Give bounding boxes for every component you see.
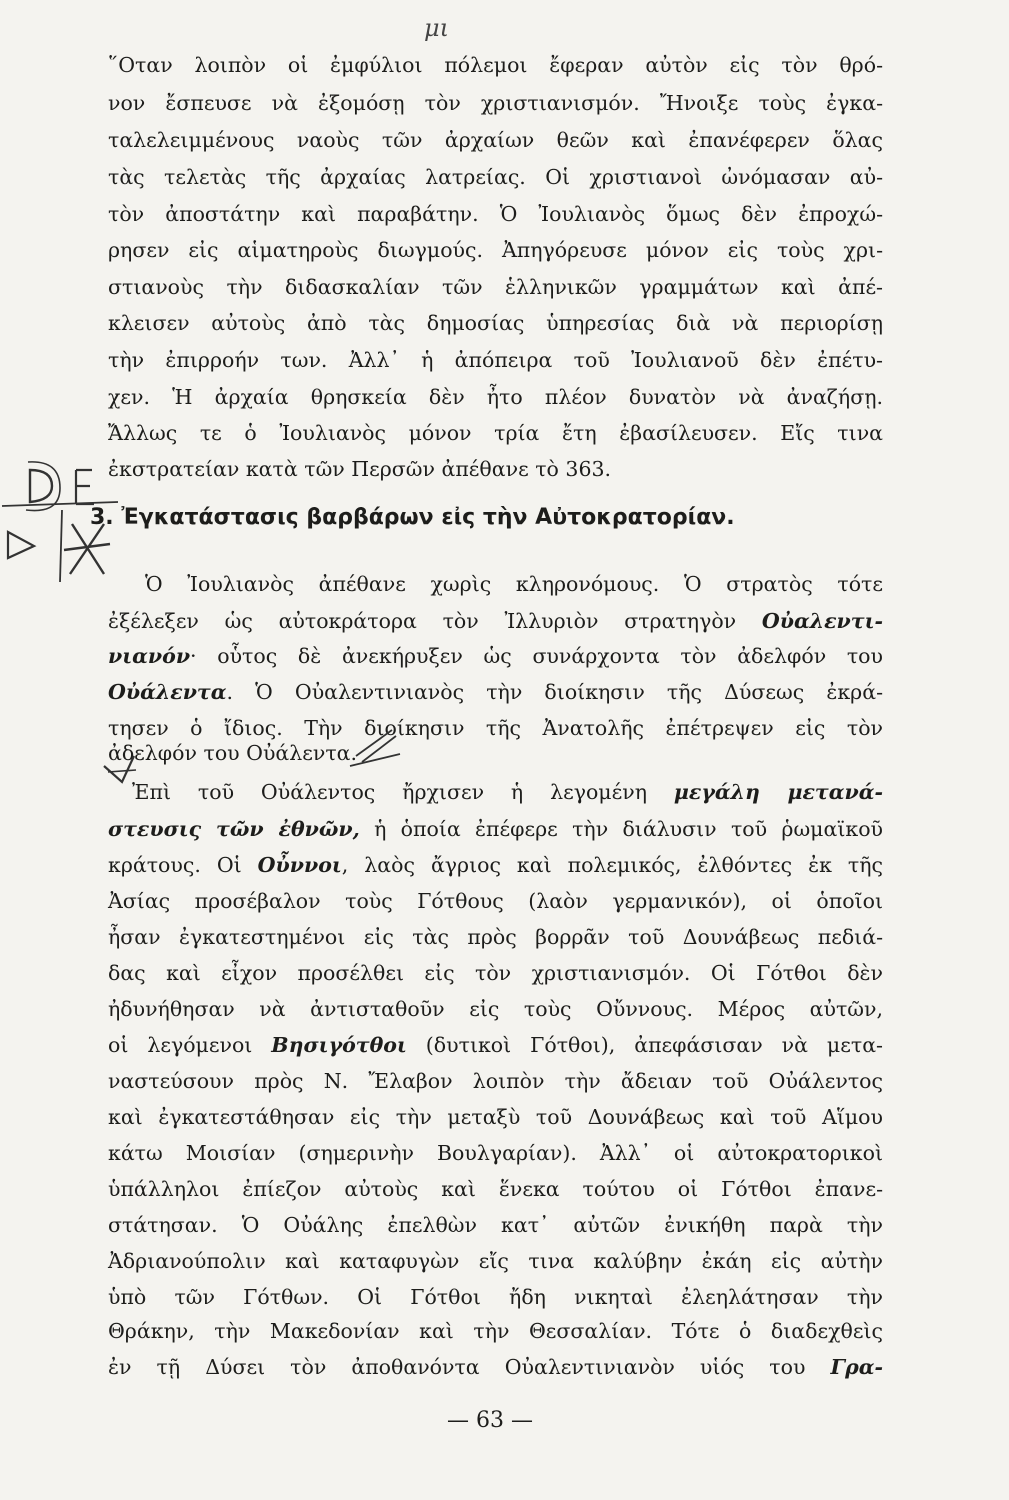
handwritten-top-mark-text: μι [424, 14, 450, 42]
p1-line: ἐκστρατείαν κατὰ τῶν Περσῶν ἀπέθανε τὸ 363. [108, 457, 612, 481]
p3-line: ἠδυνήθησαν νὰ ἀντισταθοῦν εἰς τοὺς Οὔννους. Μέρος αὐτῶν, [108, 997, 883, 1021]
p3-line: στάτησαν. Ὁ Οὐάλης ἐπελθὼν κατ᾽ αὐτῶν ἐνικήθη παρὰ τὴν [108, 1213, 883, 1237]
emphasized-name: Γρα- [830, 1355, 883, 1379]
p1-line: τὴν ἐπιρροήν των. Ἀλλ᾽ ἡ ἀπόπειρα τοῦ Ἰουλιανοῦ δὲν ἐπέτυ- [108, 348, 883, 372]
p3-line: ναστεύσουν πρὸς Ν. Ἔλαβον λοιπὸν τὴν ἄδειαν τοῦ Οὐάλεντος [108, 1069, 883, 1093]
p2-line: ἀδελφόν του Οὐάλεντα. [108, 741, 358, 765]
handwritten-top-mark [420, 6, 480, 46]
p1-line: ῞Οταν λοιπὸν οἱ ἐμφύλιοι πόλεμοι ἔφεραν αὐτὸν εἰς τὸν θρό- [108, 53, 883, 77]
section-heading [90, 503, 890, 533]
p3-line: Θράκην, τὴν Μακεδονίαν καὶ τὴν Θεσσαλίαν. Τότε ὁ διαδεχθεὶς [108, 1319, 883, 1343]
p3-line: καὶ ἐγκατεστάθησαν εἰς τὴν μεταξὺ τοῦ Δουνάβεως καὶ τοῦ Αἵμου [108, 1105, 883, 1129]
emphasized-term: στευσις τῶν ἐθνῶν, [108, 817, 360, 841]
p3-line [108, 1032, 883, 1059]
emphasized-term: μεγάλη μετανά- [673, 780, 883, 804]
p3-text: , λαὸς ἄγριος καὶ πολεμικός, ἐλθόντες ἐκ τῆς [341, 853, 883, 877]
p3-text: οἱ λεγόμενοι [108, 1033, 272, 1057]
section-number: 3. [90, 505, 114, 530]
p3-line [108, 1354, 883, 1381]
p2-line [108, 643, 883, 670]
p1-line: χεν. Ἡ ἀρχαία θρησκεία δὲν ἦτο πλέον δυνατὸν νὰ ἀναζήσῃ. [108, 385, 883, 409]
p3-line [108, 852, 883, 879]
p3-text: ἐν τῇ Δύσει τὸν ἀποθανόντα Οὐαλεντινιανὸν υἱός του [108, 1355, 831, 1379]
p2-text: ἐξέλεξεν ὡς αὐτοκράτορα τὸν Ἰλλυριὸν στρατηγὸν [108, 609, 762, 633]
p1-line: ταλελειμμένους ναοὺς τῶν ἀρχαίων θεῶν καὶ ἐπανέφερεν ὅλας [108, 128, 883, 152]
p3-text: (δυτικοὶ Γότθοι), ἀπεφάσισαν νὰ μετα- [406, 1033, 883, 1057]
p3-text: κράτους. Οἱ [108, 853, 258, 877]
p1-line: στιανοὺς τὴν διδασκαλίαν τῶν ἑλληνικῶν γραμμάτων καὶ ἀπέ- [108, 275, 883, 299]
p3-line: δας καὶ εἶχον προσέλθει εἰς τὸν χριστιανισμόν. Οἱ Γότθοι δὲν [108, 961, 883, 985]
p2-line: Ὁ Ἰουλιανὸς ἀπέθανε χωρὶς κληρονόμους. Ὁ στρατὸς τότε [145, 572, 883, 596]
p2-line [108, 679, 883, 706]
emphasized-term: Οὖννοι [257, 853, 342, 877]
p1-line: Ἄλλως τε ὁ Ἰουλιανὸς μόνον τρία ἔτη ἐβασίλευσεν. Εἴς τινα [108, 421, 883, 445]
emphasized-name: Οὐάλεντα [108, 680, 227, 704]
p3-line: ὑπάλληλοι ἐπίεζον αὐτοὺς καὶ ἕνεκα τούτου οἱ Γότθοι ἐπανε- [108, 1177, 883, 1201]
p2-line: τησεν ὁ ἴδιος. Τὴν διοίκησιν τῆς Ἀνατολῆς ἐπέτρεψεν εἰς τὸν [108, 716, 883, 740]
p1-line: ρησεν εἰς αἱματηροὺς διωγμούς. Ἀπηγόρευσε μόνον εἰς τοὺς χρι- [108, 238, 883, 262]
page-number: — 63 — [447, 1408, 533, 1433]
p1-line: νον ἔσπευσε νὰ ἐξομόσῃ τὸν χριστιανισμόν. Ἤνοιξε τοὺς ἐγκα- [108, 91, 883, 115]
p3-line: Ἀδριανούπολιν καὶ καταφυγὼν εἴς τινα καλύβην ἐκάη εἰς αὐτὴν [108, 1249, 883, 1273]
p3-line: κάτω Μοισίαν (σημερινὴν Βουλγαρίαν). Ἀλλ᾽ οἱ αὐτοκρατορικοὶ [108, 1141, 883, 1165]
p1-line: κλεισεν αὐτοὺς ἀπὸ τὰς δημοσίας ὑπηρεσίας διὰ νὰ περιορίσῃ [108, 311, 883, 335]
emphasized-name: νιανόν [108, 644, 191, 668]
p3-line: ὑπὸ τῶν Γότθων. Οἱ Γότθοι ἤδη νικηταὶ ἐλεηλάτησαν τὴν [108, 1285, 883, 1309]
p3-line [132, 779, 883, 806]
p3-line: Ἀσίας προσέβαλον τοὺς Γότθους (λαὸν γερμανικόν), οἱ ὁποῖοι [108, 889, 883, 913]
p3-line [108, 816, 883, 843]
p1-line: τὸν ἀποστάτην καὶ παραβάτην. Ὁ Ἰουλιανὸς ὅμως δὲν ἐπροχώ- [108, 202, 883, 226]
p2-text: . Ὁ Οὐαλεντινιανὸς τὴν διοίκησιν τῆς Δύσεως ἐκρά- [226, 680, 883, 704]
emphasized-name: Οὐαλεντι- [761, 609, 883, 633]
emphasized-term: Βησιγότθοι [271, 1033, 407, 1057]
p1-line: τὰς τελετὰς τῆς ἀρχαίας λατρείας. Οἱ χριστιανοὶ ὠνόμασαν αὐ- [108, 165, 883, 189]
p2-text: · οὗτος δὲ ἀνεκήρυξεν ὡς συνάρχοντα τὸν ἀδελφόν του [190, 644, 883, 668]
section-title: Ἐγκατάστασις βαρβάρων εἰς τὴν Αὐτοκρατορίαν. [121, 505, 735, 530]
p2-line [108, 608, 883, 635]
p3-text: ἡ ὁποία ἐπέφερε τὴν διάλυσιν τοῦ ῥωμαϊκοῦ [359, 817, 883, 841]
p3-text: Ἐπὶ τοῦ Οὐάλεντος ἤρχισεν ἡ λεγομένη [132, 780, 674, 804]
p3-line: ἦσαν ἐγκατεστημένοι εἰς τὰς πρὸς βορρᾶν τοῦ Δουνάβεως πεδιά- [108, 925, 883, 949]
